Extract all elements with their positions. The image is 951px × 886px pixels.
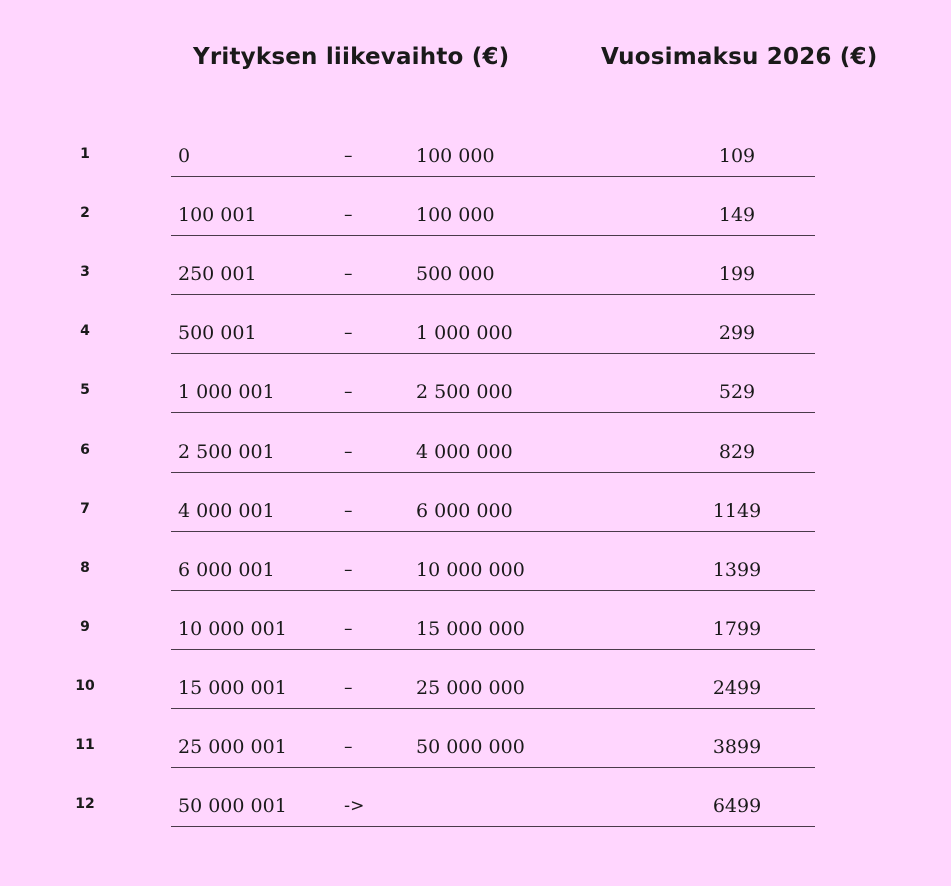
turnover-to: 100 000 xyxy=(416,145,495,167)
turnover-to: 50 000 000 xyxy=(416,736,525,758)
range-separator: – xyxy=(344,560,353,580)
turnover-to: 10 000 000 xyxy=(416,559,525,581)
range-separator: -> xyxy=(344,796,365,816)
table-row xyxy=(0,677,951,739)
turnover-to: 500 000 xyxy=(416,263,495,285)
row-divider xyxy=(171,176,815,177)
turnover-from: 50 000 001 xyxy=(178,795,287,817)
row-divider xyxy=(171,412,815,413)
range-separator: – xyxy=(344,619,353,639)
annual-fee: 3899 xyxy=(712,736,762,758)
turnover-to: 25 000 000 xyxy=(416,677,525,699)
turnover-from: 0 xyxy=(178,145,191,167)
turnover-from: 100 001 xyxy=(178,204,257,226)
turnover-to: 15 000 000 xyxy=(416,618,525,640)
turnover-from: 15 000 001 xyxy=(178,677,287,699)
turnover-from: 10 000 001 xyxy=(178,618,287,640)
turnover-to: 100 000 xyxy=(416,204,495,226)
annual-fee: 199 xyxy=(718,263,756,285)
row-divider xyxy=(171,472,815,473)
turnover-to: 2 500 000 xyxy=(416,381,513,403)
table-row xyxy=(0,381,951,443)
annual-fee: 1799 xyxy=(712,618,762,640)
row-divider xyxy=(171,294,815,295)
table-row xyxy=(0,263,951,325)
row-number: 1 xyxy=(80,146,90,162)
row-divider xyxy=(171,767,815,768)
range-separator: – xyxy=(344,264,353,284)
row-divider xyxy=(171,649,815,650)
row-divider xyxy=(171,590,815,591)
row-number: 5 xyxy=(80,382,90,398)
annual-fee: 1149 xyxy=(712,500,762,522)
turnover-to: 6 000 000 xyxy=(416,500,513,522)
annual-fee: 299 xyxy=(718,322,756,344)
table-row xyxy=(0,204,951,266)
range-separator: – xyxy=(344,323,353,343)
turnover-from: 25 000 001 xyxy=(178,736,287,758)
turnover-from: 2 500 001 xyxy=(178,441,275,463)
turnover-from: 1 000 001 xyxy=(178,381,275,403)
table-row xyxy=(0,736,951,798)
table-row xyxy=(0,618,951,680)
range-separator: – xyxy=(344,678,353,698)
annual-fee: 829 xyxy=(718,441,756,463)
row-number: 8 xyxy=(80,560,90,576)
annual-fee: 109 xyxy=(718,145,756,167)
range-separator: – xyxy=(344,442,353,462)
range-separator: – xyxy=(344,737,353,757)
turnover-from: 4 000 001 xyxy=(178,500,275,522)
range-separator: – xyxy=(344,146,353,166)
table-row xyxy=(0,145,951,207)
annual-fee-column-header: Vuosimaksu 2026 (€) xyxy=(601,44,878,70)
annual-fee: 149 xyxy=(718,204,756,226)
range-separator: – xyxy=(344,205,353,225)
turnover-from: 6 000 001 xyxy=(178,559,275,581)
table-row xyxy=(0,795,951,857)
annual-fee: 529 xyxy=(718,381,756,403)
annual-fee: 1399 xyxy=(712,559,762,581)
row-number: 4 xyxy=(80,323,90,339)
range-separator: – xyxy=(344,501,353,521)
row-number: 3 xyxy=(80,264,90,280)
row-divider xyxy=(171,353,815,354)
row-number: 2 xyxy=(80,205,90,221)
turnover-to: 4 000 000 xyxy=(416,441,513,463)
turnover-from: 250 001 xyxy=(178,263,257,285)
row-number: 10 xyxy=(75,678,95,694)
row-divider xyxy=(171,826,815,827)
row-number: 9 xyxy=(80,619,90,635)
range-separator: – xyxy=(344,382,353,402)
table-row xyxy=(0,322,951,384)
row-number: 12 xyxy=(75,796,95,812)
row-divider xyxy=(171,708,815,709)
row-number: 11 xyxy=(75,737,95,753)
annual-fee: 6499 xyxy=(712,795,762,817)
table-row xyxy=(0,559,951,621)
annual-fee: 2499 xyxy=(712,677,762,699)
turnover-to: 1 000 000 xyxy=(416,322,513,344)
row-divider xyxy=(171,235,815,236)
turnover-column-header: Yrityksen liikevaihto (€) xyxy=(193,44,510,70)
row-divider xyxy=(171,531,815,532)
table-row xyxy=(0,500,951,562)
row-number: 7 xyxy=(80,501,90,517)
turnover-from: 500 001 xyxy=(178,322,257,344)
row-number: 6 xyxy=(80,442,90,458)
table-row xyxy=(0,441,951,503)
